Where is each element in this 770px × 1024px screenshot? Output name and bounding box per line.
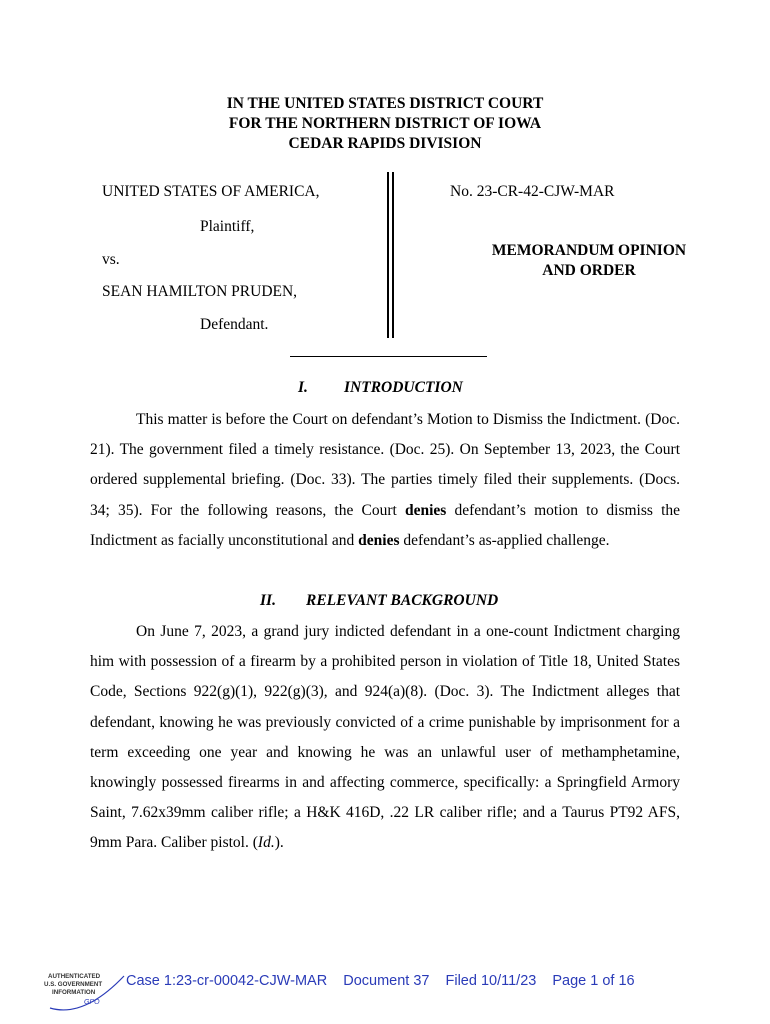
cite-open: (: [252, 834, 258, 852]
caption-rule: [290, 356, 487, 357]
filing-footer: [126, 973, 647, 989]
cite-close: ).: [274, 834, 284, 852]
gpo-authenticated-seal-icon: [44, 968, 128, 1014]
intro-denies-2: denies: [358, 531, 400, 549]
plaintiff-role: Plaintiff,: [200, 218, 255, 235]
seal-line3: INFORMATION: [52, 989, 96, 996]
document-title-line2: AND ORDER: [542, 262, 636, 279]
case-number: No. 23-CR-42-CJW-MAR: [450, 183, 615, 200]
footer-filed: Filed 10/11/23: [445, 973, 537, 989]
seal-line4: GPO: [84, 999, 100, 1006]
footer-page: Page 1 of 16: [552, 973, 635, 989]
footer-document: Document 37: [343, 973, 430, 989]
caption-divider-second: [392, 172, 394, 338]
defendant-name: SEAN HAMILTON PRUDEN,: [102, 283, 298, 300]
versus: vs.: [102, 251, 120, 268]
intro-paragraph: [90, 405, 680, 556]
court-division: CEDAR RAPIDS DIVISION: [288, 135, 482, 152]
court-name-line1: IN THE UNITED STATES DISTRICT COURT: [226, 95, 544, 112]
defendant-role: Defendant.: [200, 316, 269, 333]
section-number-intro: I.: [298, 379, 308, 396]
court-name-line2: FOR THE NORTHERN DISTRICT OF IOWA: [228, 115, 542, 132]
intro-denies-1: denies: [404, 501, 447, 519]
section-title-intro: INTRODUCTION: [344, 379, 463, 396]
cite-id: Id.: [257, 834, 275, 852]
footer-case: Case 1:23-cr-00042-CJW-MAR: [126, 973, 328, 989]
document-title-line1: MEMORANDUM OPINION: [491, 242, 687, 259]
seal-line2: U.S. GOVERNMENT: [44, 981, 103, 988]
intro-text-1: This matter is before the Court on defendant’s Motion to Dismiss the Indictment. (Doc. 21). The government filed a timely resistance. (Doc. 25). On September 13, 2023, the Court ordered supplemental briefing. (Doc. 33). The parties timely filed their supplements. (Docs. 34; 35). For the following reasons, the Court: [90, 411, 680, 519]
background-paragraph: [90, 617, 680, 859]
plaintiff-name: UNITED STATES OF AMERICA,: [102, 183, 320, 200]
seal-line1: AUTHENTICATED: [48, 973, 101, 980]
intro-text-3: defendant’s as-applied challenge.: [403, 531, 610, 549]
caption-divider: [387, 172, 389, 338]
intro-text-2: defendant’s motion to dismiss the Indictment as facially unconstitutional and: [90, 501, 681, 549]
section-number-background: II.: [260, 592, 276, 609]
section-title-background: RELEVANT BACKGROUND: [306, 592, 499, 609]
background-text: On June 7, 2023, a grand jury indicted defendant in a one-count Indictment charging him with possession of a firearm by a prohibited person in violation of Title 18, United States Code, Sections 922(g)(1), 922(g)(3), and 924(a)(8). (Doc. 3). The Indictment alleges that defendant, knowing he was previously convicted of a crime punishable by imprisonment for a term exceeding one year and knowing he was an unlawful user of methamphetamine, knowingly possessed firearms in and affecting commerce, specifically: a Springfield Armory Saint, 7.62x39mm caliber rifle; a H&K 416D, .22 LR caliber rifle; and a Taurus PT92 AFS, 9mm Para. Caliber pistol.: [90, 623, 680, 852]
